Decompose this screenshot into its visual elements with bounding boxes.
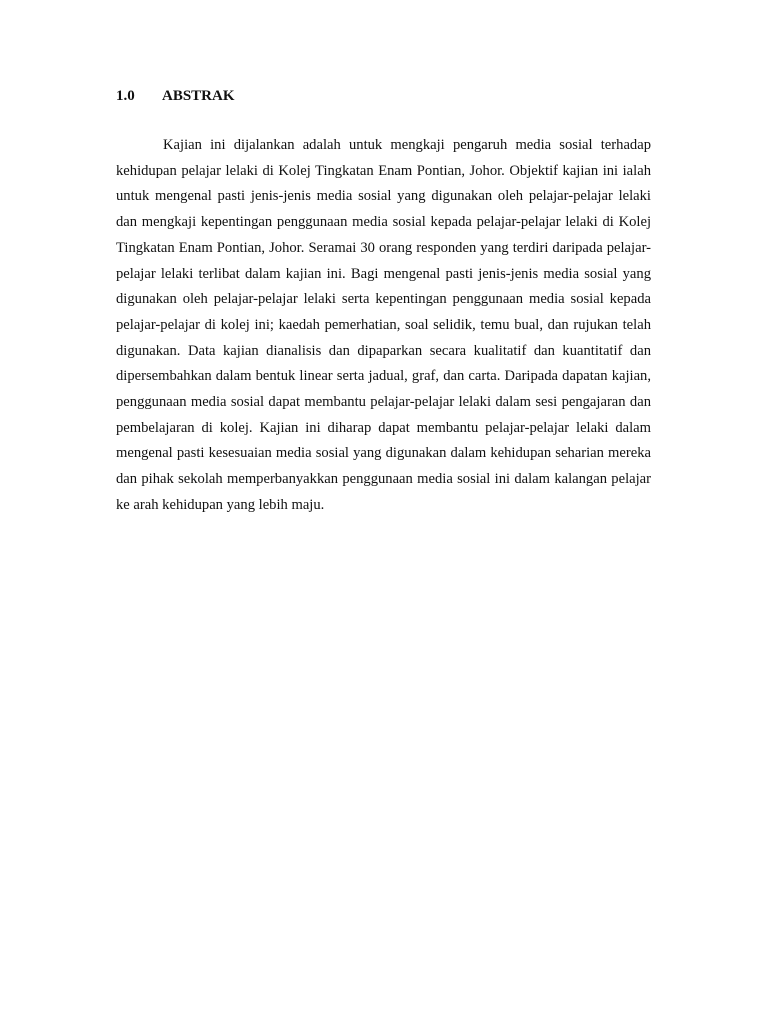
abstract-paragraph: Kajian ini dijalankan adalah untuk mengkaji pengaruh media sosial terhadap kehidupan pelajar lelaki di Kolej Tingkatan Enam Pontian, Johor. Objektif kajian ini ialah untuk mengenal pasti jenis-jenis media sosial yang digunakan oleh pelajar-pelajar lelaki dan mengkaji kepentingan penggunaan media sosial kepada pelajar-pelajar lelaki di Kolej Tingkatan Enam Pontian, Johor. Seramai 30 orang responden yang terdiri daripada pelajar-pelajar lelaki terlibat dalam kajian ini. Bagi mengenal pasti jenis-jenis media sosial yang digunakan oleh pelajar-pelajar lelaki serta kepentingan penggunaan media sosial kepada pelajar-pelajar di kolej ini; kaedah pemerhatian, soal selidik, temu bual, dan rujukan telah digunakan. Data kajian dianalisis dan dipaparkan secara kualitatif dan kuantitatif dan dipersembahkan dalam bentuk linear serta jadual, graf, dan carta. Daripada dapatan kajian, penggunaan media sosial dapat membantu pelajar-pelajar lelaki dalam sesi pengajaran dan pembelajaran di kolej. Kajian ini diharap dapat membantu pelajar-pelajar lelaki dalam mengenal pasti kesesuaian media sosial yang digunakan dalam kehidupan seharian mereka dan pihak sekolah memperbanyakkan penggunaan media sosial ini dalam kalangan pelajar ke arah kehidupan yang lebih maju. — [116, 137, 651, 513]
section-heading — [116, 86, 235, 106]
section-number: 1.0 — [116, 88, 135, 104]
section-title: ABSTRAK — [162, 88, 235, 104]
